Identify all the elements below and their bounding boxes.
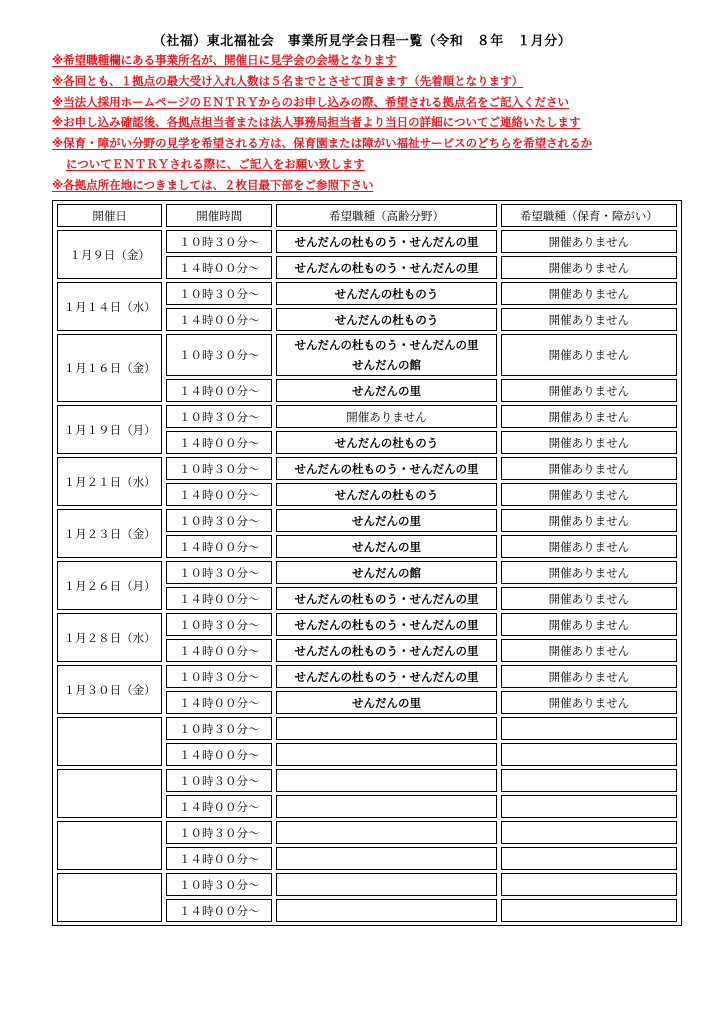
childcare-site-cell: 開催ありません [501,405,677,428]
childcare-site-cell: 開催ありません [501,561,677,584]
childcare-site-cell [501,769,677,792]
date-cell: １月２３日（金） [57,509,162,558]
childcare-site-cell: 開催ありません [501,431,677,454]
childcare-site-cell [501,743,677,766]
time-cell: １４時００分～ [166,587,272,610]
senior-site-cell [276,743,496,766]
childcare-site-cell: 開催ありません [501,691,677,714]
table-row [57,769,677,792]
date-cell: １月２１日（水） [57,457,162,506]
date-cell: １月３０日（金） [57,665,162,714]
senior-site-cell [276,821,496,844]
senior-site-line: せんだんの館 [352,358,422,372]
table-row [57,717,677,740]
senior-site-cell: せんだんの里 [276,691,496,714]
senior-site-cell: せんだんの杜ものう・せんだんの里 [276,639,496,662]
senior-site-cell: せんだんの館 [276,561,496,584]
senior-site-cell [276,334,496,376]
senior-site-cell: せんだんの杜ものう・せんだんの里 [276,587,496,610]
senior-site-cell [276,769,496,792]
time-cell: １４時００分～ [166,483,272,506]
childcare-site-cell [501,847,677,870]
table-row [57,509,677,532]
page-title: （社福）東北福祉会 事業所見学会日程一覧（令和 ８年 １月分） [152,34,572,49]
time-cell: １４時００分～ [166,535,272,558]
childcare-site-cell: 開催ありません [501,665,677,688]
senior-site-line: せんだんの杜ものう・せんだんの里 [294,338,479,352]
schedule-body [57,230,677,922]
senior-site-cell: せんだんの杜ものう・せんだんの里 [276,457,496,480]
time-cell: １４時００分～ [166,795,272,818]
time-cell: １４時００分～ [166,847,272,870]
senior-site-cell: せんだんの里 [276,535,496,558]
time-cell: １４時００分～ [166,308,272,331]
childcare-site-cell: 開催ありません [501,256,677,279]
schedule-table [52,200,682,926]
time-cell: １０時３０分～ [166,457,272,480]
childcare-site-cell: 開催ありません [501,587,677,610]
senior-site-cell: せんだんの里 [276,509,496,532]
header-date: 開催日 [57,204,162,227]
table-row [57,613,677,636]
date-cell: １月１４日（水） [57,282,162,331]
time-cell: １０時３０分～ [166,405,272,428]
time-cell: １４時００分～ [166,431,272,454]
note-line: ※当法人採用ホームページのＥＮＴＲＹからのお申し込みの際、希望される拠点名をご記入ください [52,94,569,109]
senior-site-cell [276,847,496,870]
childcare-site-cell: 開催ありません [501,613,677,636]
childcare-site-cell: 開催ありません [501,308,677,331]
childcare-site-cell [501,899,677,922]
date-cell: １月９日（金） [57,230,162,279]
table-row [57,282,677,305]
note-line: ※希望職種欄にある事業所名が、開催日に見学会の会場となります [52,53,397,67]
senior-site-cell: 開催ありません [276,405,496,428]
table-row [57,561,677,584]
childcare-site-cell [501,821,677,844]
notes-list [52,51,692,197]
time-cell: １０時３０分～ [166,873,272,896]
senior-site-cell [276,899,496,922]
childcare-site-cell: 開催ありません [501,282,677,305]
childcare-site-cell [501,873,677,896]
header-childcare: 希望職種（保育・障がい） [501,204,677,227]
childcare-site-cell: 開催ありません [501,230,677,253]
date-cell [57,873,162,922]
note-line: ※各拠点所在地につきましては、２枚目最下部をご参照下さい [52,177,374,192]
childcare-site-cell: 開催ありません [501,334,677,376]
senior-site-cell: せんだんの杜ものう・せんだんの里 [276,613,496,636]
childcare-site-cell: 開催ありません [501,457,677,480]
time-cell: １０時３０分～ [166,717,272,740]
note-line: ※保育・障がい分野の見学を希望される方は、保育園または障がい福祉サービスのどちらを希望されるか [52,136,593,151]
note-line: ※お申し込み確認後、各拠点担当者または法人事務局担当者より当日の詳細についてご連絡いたします [52,115,581,130]
senior-site-cell [276,873,496,896]
header-row [57,204,677,227]
note-line: についてＥＮＴＲＹされる際に、ご記入をお願い致します [66,156,365,171]
senior-site-cell: せんだんの里 [276,379,496,402]
time-cell: １４時００分～ [166,899,272,922]
childcare-site-cell: 開催ありません [501,509,677,532]
table-row [57,457,677,480]
date-cell: １月２８日（水） [57,613,162,662]
time-cell: １４時００分～ [166,256,272,279]
senior-site-cell [276,717,496,740]
childcare-site-cell: 開催ありません [501,535,677,558]
time-cell: １４時００分～ [166,743,272,766]
childcare-site-cell: 開催ありません [501,379,677,402]
date-cell: １月１９日（月） [57,405,162,454]
senior-site-cell: せんだんの杜ものう [276,282,496,305]
time-cell: １０時３０分～ [166,561,272,584]
time-cell: １０時３０分～ [166,613,272,636]
time-cell: １４時００分～ [166,379,272,402]
childcare-site-cell [501,717,677,740]
table-row [57,230,677,253]
date-cell [57,821,162,870]
time-cell: １４時００分～ [166,691,272,714]
senior-site-cell: せんだんの杜ものう・せんだんの里 [276,230,496,253]
table-row [57,873,677,896]
time-cell: １０時３０分～ [166,769,272,792]
senior-site-cell: せんだんの杜ものう・せんだんの里 [276,256,496,279]
time-cell: １０時３０分～ [166,282,272,305]
header-senior: 希望職種（高齢分野） [276,204,496,227]
table-row [57,405,677,428]
childcare-site-cell: 開催ありません [501,483,677,506]
senior-site-cell: せんだんの杜ものう [276,308,496,331]
senior-site-cell: せんだんの杜ものう [276,483,496,506]
table-row [57,665,677,688]
time-cell: １０時３０分～ [166,821,272,844]
table-row [57,334,677,376]
note-line: ※各回とも、１拠点の最大受け入れ人数は５名までとさせて頂きます（先着順となります） [52,73,524,88]
date-cell: １月２６日（月） [57,561,162,610]
senior-site-cell [276,795,496,818]
time-cell: １０時３０分～ [166,334,272,376]
header-time: 開催時間 [166,204,272,227]
senior-site-cell: せんだんの杜ものう・せんだんの里 [276,665,496,688]
time-cell: １０時３０分～ [166,665,272,688]
table-row [57,821,677,844]
date-cell [57,769,162,818]
time-cell: １０時３０分～ [166,509,272,532]
time-cell: １４時００分～ [166,639,272,662]
date-cell: １月１６日（金） [57,334,162,402]
senior-site-cell: せんだんの杜ものう [276,431,496,454]
time-cell: １０時３０分～ [166,230,272,253]
childcare-site-cell [501,795,677,818]
childcare-site-cell: 開催ありません [501,639,677,662]
date-cell [57,717,162,766]
